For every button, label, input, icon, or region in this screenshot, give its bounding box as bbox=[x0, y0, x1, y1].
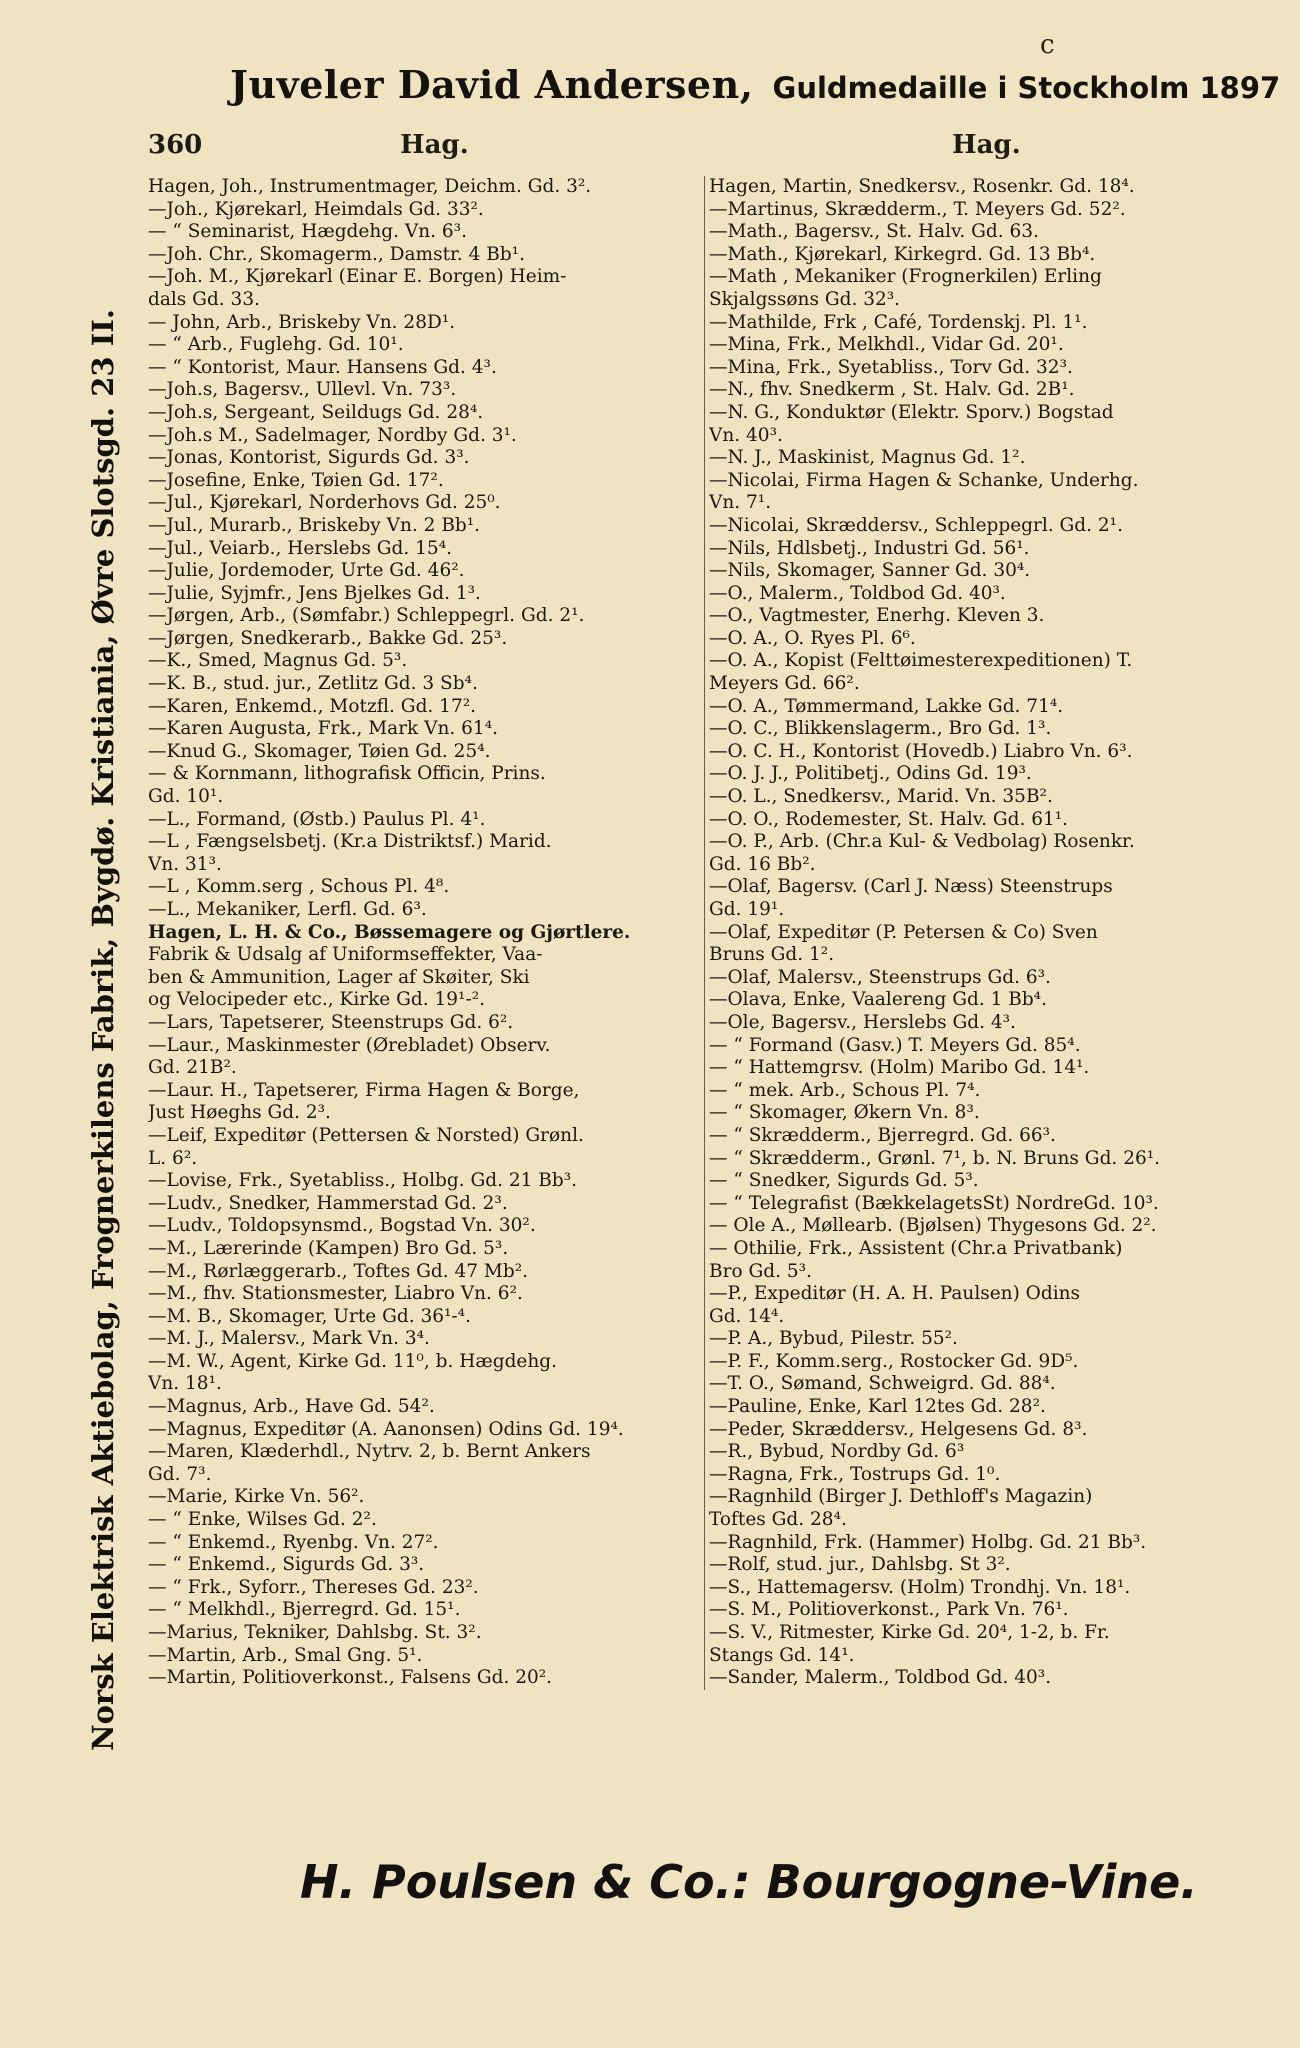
directory-entry-line: —Karen, Enkemd., Motzfl. Gd. 17². bbox=[148, 695, 477, 717]
directory-entry-line: —Martin, Arb., Smal Gng. 5¹. bbox=[148, 1644, 423, 1666]
directory-entry-line: —Ragnhild (Birger J. Dethloff's Magazin) bbox=[709, 1486, 1093, 1508]
directory-entry-line: Bruns Gd. 1². bbox=[709, 944, 835, 966]
directory-entry-line: —O. A., O. Ryes Pl. 6⁶. bbox=[709, 627, 916, 649]
directory-entry-line: Gd. 19¹. bbox=[709, 899, 785, 920]
directory-entry-line: —O., Malerm., Toldbod Gd. 40³. bbox=[709, 582, 1006, 604]
directory-entry-line: —Math., Kjørekarl, Kirkegrd. Gd. 13 Bb⁴. bbox=[709, 243, 1096, 265]
directory-entry-line: —S. M., Politioverkonst., Park Vn. 76¹. bbox=[709, 1599, 1069, 1621]
directory-entry-line: ben & Ammunition, Lager af Skøiter, Ski bbox=[148, 966, 530, 988]
directory-entry-line: —Olaf, Expeditør (P. Petersen & Co) Sven bbox=[709, 921, 1098, 943]
directory-entry-line: — John, Arb., Briskeby Vn. 28D¹. bbox=[148, 311, 456, 333]
directory-entry-line: —R., Bybud, Nordby Gd. 6³ bbox=[709, 1441, 965, 1463]
directory-entry-line: —Joh.s, Bagersv., Ullevl. Vn. 73³. bbox=[148, 379, 457, 401]
directory-entry-line: Meyers Gd. 66². bbox=[709, 673, 860, 695]
directory-entry-line: —Jul., Murarb., Briskeby Vn. 2 Bb¹. bbox=[148, 514, 481, 536]
directory-entry-line: —L , Komm.serg , Schous Pl. 4⁸. bbox=[148, 876, 450, 898]
directory-entry-line: — Othilie, Frk., Assistent (Chr.a Privatbank) bbox=[709, 1237, 1123, 1259]
directory-entry-line: og Velocipeder etc., Kirke Gd. 19¹-². bbox=[148, 989, 486, 1011]
directory-entry-line: —P. F., Komm.serg., Rostocker Gd. 9D⁵. bbox=[709, 1350, 1079, 1372]
directory-entry-line: —Olaf, Malersv., Steenstrups Gd. 6³. bbox=[709, 966, 1051, 988]
margin-mark: c bbox=[1040, 30, 1055, 60]
directory-entry-line: L. 6². bbox=[148, 1147, 198, 1169]
directory-entry-line: Stangs Gd. 14¹. bbox=[709, 1644, 855, 1666]
directory-entry-line: Hagen, L. H. & Co., Bøssemagere og Gjørtlere. bbox=[148, 921, 631, 943]
running-header-left: Hag. bbox=[400, 130, 469, 160]
directory-entry-line: Just Høeghs Gd. 2³. bbox=[148, 1102, 331, 1124]
directory-entry-line: —Julie, Jordemoder, Urte Gd. 46². bbox=[148, 560, 465, 582]
directory-entry-line: —Marie, Kirke Vn. 56². bbox=[148, 1486, 365, 1508]
directory-entry-line: — “ Kontorist, Maur. Hansens Gd. 4³. bbox=[148, 356, 497, 378]
directory-entry-line: —P., Expeditør (H. A. H. Paulsen) Odins bbox=[709, 1283, 1081, 1305]
directory-entry-line: — “ Frk., Syforr., Thereses Gd. 23². bbox=[148, 1576, 479, 1598]
directory-entry-line: —T. O., Sømand, Schweigrd. Gd. 88⁴. bbox=[709, 1373, 1056, 1395]
directory-entry-line: Vn. 40³. bbox=[709, 424, 783, 446]
directory-entry-line: —M. B., Skomager, Urte Gd. 36¹-⁴. bbox=[148, 1305, 471, 1327]
directory-entry-line: —Leif, Expeditør (Pettersen & Norsted) Grønl. bbox=[148, 1124, 584, 1146]
directory-entry-line: —N. J., Maskinist, Magnus Gd. 1². bbox=[709, 447, 1026, 469]
directory-entry-line: —Ragnhild, Frk. (Hammer) Holbg. Gd. 21 Bb³. bbox=[709, 1531, 1147, 1553]
directory-entry-line: —O. A., Tømmermand, Lakke Gd. 71⁴. bbox=[709, 695, 1064, 717]
directory-entry-line: — “ Enkemd., Ryenbg. Vn. 27². bbox=[148, 1531, 439, 1553]
directory-entry-line: —Nicolai, Firma Hagen & Schanke, Underhg. bbox=[709, 469, 1139, 491]
directory-entry-line: —Jul., Veiarb., Herslebs Gd. 15⁴. bbox=[148, 537, 452, 559]
directory-entry-line: —Marius, Tekniker, Dahlsbg. St. 3². bbox=[148, 1622, 482, 1643]
directory-entry-line: —Olava, Enke, Vaalereng Gd. 1 Bb⁴. bbox=[709, 989, 1047, 1011]
directory-entry-line: — “ Skomager, Økern Vn. 8³. bbox=[709, 1102, 980, 1124]
directory-entry-line: —O. O., Rodemester, St. Halv. Gd. 61¹. bbox=[709, 808, 1069, 830]
directory-entry-line: —Nils, Hdlsbetj., Industri Gd. 56¹. bbox=[709, 537, 1030, 559]
top-advertisement bbox=[230, 62, 1281, 107]
directory-entry-line: —Laur., Maskinmester (Ørebladet) Observ. bbox=[148, 1034, 551, 1056]
directory-entry-line: —Josefine, Enke, Tøien Gd. 17². bbox=[148, 469, 444, 491]
directory-entry-line: —Magnus, Expeditør (A. Aanonsen) Odins Gd. 19⁴. bbox=[148, 1418, 624, 1440]
directory-entry-line: —Joh. Chr., Skomagerm., Damstr. 4 Bb¹. bbox=[148, 243, 525, 265]
directory-entry-line: —Lars, Tapetserer, Steenstrups Gd. 6². bbox=[148, 1011, 514, 1033]
top-ad-name: Juveler David Andersen, bbox=[230, 62, 754, 107]
directory-entry-line: —Lovise, Frk., Syetabliss., Holbg. Gd. 21 Bb³. bbox=[148, 1170, 578, 1192]
directory-entry-line: —Rolf, stud. jur., Dahlsbg. St 3². bbox=[709, 1554, 1011, 1576]
directory-entry-line: —Joh.s M., Sadelmager, Nordby Gd. 3¹. bbox=[148, 424, 517, 446]
directory-entry-line: — “ Enke, Wilses Gd. 2². bbox=[148, 1509, 377, 1531]
directory-entry-line: — “ Melkhdl., Bjerregrd. Gd. 15¹. bbox=[148, 1599, 461, 1621]
directory-entry-line: —Laur. H., Tapetserer, Firma Hagen & Borge, bbox=[148, 1079, 580, 1101]
directory-entry-line: Toftes Gd. 28⁴. bbox=[709, 1509, 847, 1531]
directory-entry-line: —O. A., Kopist (Felttøimesterexpeditionen) T. bbox=[709, 650, 1133, 672]
directory-entry-line: —Pauline, Enke, Karl 12tes Gd. 28². bbox=[709, 1396, 1046, 1418]
directory-entry-line: —Ole, Bagersv., Herslebs Gd. 4³. bbox=[709, 1011, 1016, 1033]
directory-entry-line: —Jonas, Kontorist, Sigurds Gd. 3³. bbox=[148, 447, 470, 469]
directory-entry-line: —Karen Augusta, Frk., Mark Vn. 61⁴. bbox=[148, 718, 499, 740]
directory-entry-line: Gd. 21B². bbox=[148, 1057, 237, 1079]
directory-entry-line: —L., Mekaniker, Lerfl. Gd. 6³. bbox=[148, 899, 427, 920]
directory-entry-line: —Mathilde, Frk , Café, Tordenskj. Pl. 1¹. bbox=[709, 311, 1088, 333]
directory-entry-line: — “ Skrædderm., Bjerregrd. Gd. 66³. bbox=[709, 1124, 1056, 1146]
side-advertisement: Norsk Elektrisk Aktiebolag, Frognerkilens Fabrik, Bygdø. Kristiania, Øvre Slotsgd. 23 II. bbox=[86, 309, 120, 1751]
directory-entry-line: Gd. 14⁴. bbox=[709, 1305, 785, 1327]
left-column bbox=[148, 176, 696, 1690]
directory-entry-line: —O. L., Snedkersv., Marid. Vn. 35B². bbox=[709, 786, 1053, 808]
directory-entry-line: Hagen, Joh., Instrumentmager, Deichm. Gd. 3². bbox=[148, 176, 592, 197]
directory-entry-line: —P. A., Bybud, Pilestr. 55². bbox=[709, 1328, 958, 1350]
directory-entry-line: —M. W., Agent, Kirke Gd. 11⁰, b. Hægdehg. bbox=[148, 1350, 558, 1372]
directory-entry-line: — “ Formand (Gasv.) T. Meyers Gd. 85⁴. bbox=[709, 1034, 1081, 1056]
directory-entry-line: —Joh. M., Kjørekarl (Einar E. Borgen) Heim- bbox=[148, 266, 567, 288]
directory-entry-line: — “ Telegrafist (BækkelagetsSt) NordreGd. 10³. bbox=[709, 1192, 1159, 1214]
directory-entry-line: —Jørgen, Arb., (Sømfabr.) Schleppegrl. Gd. 2¹. bbox=[148, 605, 585, 627]
directory-entry-line: —Math., Bagersv., St. Halv. Gd. 63. bbox=[709, 221, 1039, 243]
bottom-advertisement: H. Poulsen & Co.: Bourgogne-Vine. bbox=[300, 1855, 1198, 1909]
directory-entry-line: Skjalgssøns Gd. 32³. bbox=[709, 288, 901, 310]
directory-entry-line: —K. B., stud. jur., Zetlitz Gd. 3 Sb⁴. bbox=[148, 673, 478, 695]
directory-entry-line: Fabrik & Udsalg af Uniformseffekter, Vaa- bbox=[148, 944, 543, 966]
directory-entry-line: Gd. 7³. bbox=[148, 1463, 212, 1485]
directory-entry-line: —Nils, Skomager, Sanner Gd. 30⁴. bbox=[709, 560, 1031, 582]
directory-entry-line: — “ Hattemgrsv. (Holm) Maribo Gd. 14¹. bbox=[709, 1057, 1090, 1079]
directory-entry-line: —Martinus, Skrædderm., T. Meyers Gd. 52². bbox=[709, 198, 1126, 220]
directory-entry-line: Bro Gd. 5³. bbox=[709, 1260, 812, 1282]
top-ad-medal: Guldmedaille i Stockholm 1897 bbox=[772, 71, 1281, 105]
directory-entry-line: Gd. 10¹. bbox=[148, 786, 224, 808]
directory-entry-line: Vn. 31³. bbox=[148, 853, 222, 875]
directory-entry-line: —Joh.s, Sergeant, Seildugs Gd. 28⁴. bbox=[148, 401, 484, 423]
directory-entry-line: Hagen, Martin, Snedkersv., Rosenkr. Gd. 18⁴. bbox=[709, 176, 1135, 197]
right-column bbox=[704, 176, 1261, 1690]
directory-entry-line: —L., Formand, (Østb.) Paulus Pl. 4¹. bbox=[148, 808, 486, 830]
directory-entry-line: — “ Enkemd., Sigurds Gd. 3³. bbox=[148, 1554, 425, 1576]
directory-entry-line: —M., fhv. Stationsmester, Liabro Vn. 6². bbox=[148, 1283, 523, 1305]
directory-entry-line: —S. V., Ritmester, Kirke Gd. 20⁴, 1-2, b. Fr. bbox=[709, 1622, 1110, 1643]
directory-entry-line: Gd. 16 Bb². bbox=[709, 853, 816, 875]
directory-entry-line: —Mina, Frk., Melkhdl., Vidar Gd. 20¹. bbox=[709, 334, 1064, 356]
page-number: 360 bbox=[148, 130, 203, 160]
directory-entry-line: —N., fhv. Snedkerm , St. Halv. Gd. 2B¹. bbox=[709, 379, 1075, 401]
directory-entry-line: —M., Lærerinde (Kampen) Bro Gd. 5³. bbox=[148, 1237, 509, 1259]
directory-entry-line: —Jørgen, Snedkerarb., Bakke Gd. 25³. bbox=[148, 627, 508, 649]
directory-entry-line: —M., Rørlæggerarb., Toftes Gd. 47 Mb². bbox=[148, 1260, 529, 1282]
directory-entry-line: —O. P., Arb. (Chr.a Kul- & Vedbolag) Rosenkr. bbox=[709, 831, 1135, 853]
directory-entry-line: — “ Arb., Fuglehg. Gd. 10¹. bbox=[148, 334, 404, 356]
directory-entry-line: —Julie, Syjmfr., Jens Bjelkes Gd. 1³. bbox=[148, 582, 481, 604]
directory-entry-line: — “ mek. Arb., Schous Pl. 7⁴. bbox=[709, 1079, 981, 1101]
directory-entry-line: —Nicolai, Skræddersv., Schleppegrl. Gd. 2¹. bbox=[709, 514, 1123, 536]
directory-entry-line: —Martin, Politioverkonst., Falsens Gd. 20². bbox=[148, 1667, 553, 1689]
directory-entry-line: — “ Skrædderm., Grønl. 7¹, b. N. Bruns Gd. 26¹. bbox=[709, 1147, 1161, 1169]
directory-entry-line: —N. G., Konduktør (Elektr. Sporv.) Bogstad bbox=[709, 401, 1114, 423]
directory-entry-line: —Olaf, Bagersv. (Carl J. Næss) Steenstrups bbox=[709, 876, 1113, 898]
directory-entry-line: —Math , Mekaniker (Frognerkilen) Erling bbox=[709, 266, 1102, 288]
directory-entry-line: —O. C., Blikkenslagerm., Bro Gd. 1³. bbox=[709, 718, 1052, 740]
directory-entry-line: —O. J. J., Politibetj., Odins Gd. 19³. bbox=[709, 763, 1032, 785]
directory-entry-line: —Joh., Kjørekarl, Heimdals Gd. 33². bbox=[148, 198, 484, 220]
directory-entry-line: —Peder, Skræddersv., Helgesens Gd. 8³. bbox=[709, 1418, 1088, 1440]
directory-entry-line: —K., Smed, Magnus Gd. 5³. bbox=[148, 650, 408, 672]
directory-entry-line: —Ludv., Toldopsynsmd., Bogstad Vn. 30². bbox=[148, 1215, 536, 1237]
directory-entry-line: —Mina, Frk., Syetabliss., Torv Gd. 32³. bbox=[709, 356, 1073, 378]
directory-entry-line: Vn. 18¹. bbox=[148, 1373, 222, 1395]
directory-entry-line: — “ Snedker, Sigurds Gd. 5³. bbox=[709, 1170, 979, 1192]
directory-entry-line: —Ragna, Frk., Tostrups Gd. 1⁰. bbox=[709, 1463, 1001, 1485]
directory-entry-line: — “ Seminarist, Hægdehg. Vn. 6³. bbox=[148, 221, 467, 243]
directory-entry-line: —Knud G., Skomager, Tøien Gd. 25⁴. bbox=[148, 740, 491, 762]
directory-entry-line: —Jul., Kjørekarl, Norderhovs Gd. 25⁰. bbox=[148, 492, 501, 514]
directory-entry-line: —M. J., Malersv., Mark Vn. 3⁴. bbox=[148, 1328, 430, 1350]
directory-entry-line: —Ludv., Snedker, Hammerstad Gd. 2³. bbox=[148, 1192, 508, 1214]
directory-entry-line: —Magnus, Arb., Have Gd. 54². bbox=[148, 1396, 435, 1418]
directory-entry-line: —O. C. H., Kontorist (Hovedb.) Liabro Vn. 6³. bbox=[709, 740, 1133, 762]
directory-entry-line: —O., Vagtmester, Enerhg. Kleven 3. bbox=[709, 605, 1045, 627]
running-header-right: Hag. bbox=[952, 130, 1021, 160]
directory-entry-line: — & Kornmann, lithografisk Officin, Prins. bbox=[148, 763, 546, 785]
directory-entry-line: — Ole A., Møllearb. (Bjølsen) Thygesons Gd. 2². bbox=[709, 1215, 1157, 1237]
directory-entry-line: —Maren, Klæderhdl., Nytrv. 2, b. Bernt Ankers bbox=[148, 1441, 591, 1463]
directory-entry-line: —L , Fængselsbetj. (Kr.a Distriktsf.) Marid. bbox=[148, 831, 552, 853]
directory-entry-line: —Sander, Malerm., Toldbod Gd. 40³. bbox=[709, 1667, 1052, 1689]
directory-entry-line: dals Gd. 33. bbox=[148, 288, 260, 310]
directory-entry-line: Vn. 7¹. bbox=[709, 492, 772, 514]
directory-entry-line: —S., Hattemagersv. (Holm) Trondhj. Vn. 18¹. bbox=[709, 1576, 1131, 1598]
